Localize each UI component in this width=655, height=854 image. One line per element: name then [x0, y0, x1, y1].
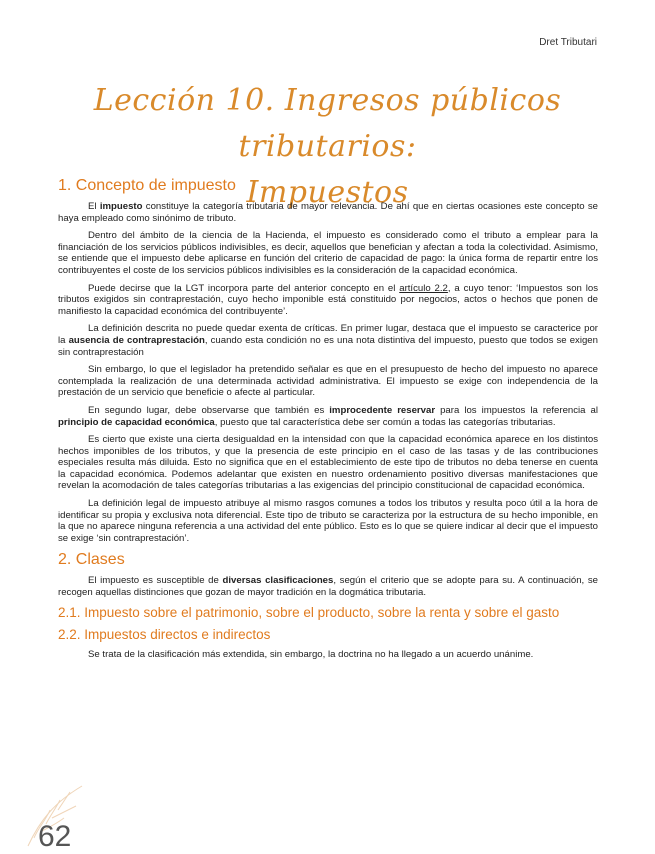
paragraph: Se trata de la clasificación más extendida, sin embargo, la doctrina no ha llegado a un acuerdo unánime. [88, 648, 534, 660]
subsection-heading-2-1: 2.1. Impuesto sobre el patrimonio, sobre el producto, sobre la renta y sobre el gasto [58, 604, 560, 620]
paragraph: En segundo lugar, debe observarse que también es improcedente reservar para los impuestos la referencia al principio de capacidad económica, puesto que tal característica debe ser común a todas las categorías tributarias. [58, 404, 598, 428]
paragraph: Es cierto que existe una cierta desigualdad en la intensidad con que la capacidad económica aparece en los distintos hechos imponibles de los tributos, y que la presencia de este principio en el caso de las tasas y de las contribuciones especiales resulta más diluida. Esto no significa que en el establecimiento de este tipo de tributos no deba tenerse en cuenta la capacidad económica. Podemos adelantar que existen en nuestro ordenamiento positivo diversas manifestaciones que revelan la acomodación de tales categorías tributarias a las exigencias del principio constitucional de capacidad económica. [58, 434, 598, 492]
paragraph: Dentro del ámbito de la ciencia de la Hacienda, el impuesto es considerado como el tributo a emplear para la financiación de los servicios públicos indivisibles, es decir, aquellos que benefician y afectan a toda la colectividad. Asimismo, se entiende que el impuesto debe aplicarse en función del criterio de capacidad de pago: la única forma de repartir entre los contribuyentes el coste de los servicios públicos indivisibles es la consideración de la capacidad económica. [58, 230, 598, 276]
running-header: Dret Tributari [539, 37, 597, 48]
section-heading-concepto: 1. Concepto de impuesto [58, 177, 236, 194]
paragraph: Puede decirse que la LGT incorpora parte del anterior concepto en el artículo 2.2, a cuyo tenor: ‘Impuestos son los tributos exigidos sin contraprestación, cuyo hecho imponible está constituido por negocios, actos o hechos que ponen de manifiesto la capacidad económica del contribuyente’. [58, 282, 598, 317]
page-number: 62 [38, 820, 72, 853]
paragraph: La definición legal de impuesto atribuye al mismo rasgos comunes a todos los tributos y resulta poco útil a la hora de identificar su propia y exclusiva nota diferencial. Este tipo de tributo se caracteriza por la estructura de su hecho imponible, en la que no aparece ninguna referencia a una actividad del ente público. Esto es lo que se quiere indicar al decir que el impuesto se exige ‘sin contraprestación’. [58, 498, 598, 544]
subsection-heading-2-2: 2.2. Impuestos directos e indirectos [58, 626, 271, 642]
paragraph: El impuesto constituye la categoría tributaria de mayor relevancia. De ahí que en ciertas ocasiones este concepto se haya empleado como sinónimo de tributo. [58, 201, 599, 224]
lesson-title-line1: Lección 10. Ingresos públicos tributarios: [93, 83, 562, 164]
article-link[interactable]: artículo 2.2 [399, 282, 448, 294]
paragraph: El impuesto es susceptible de diversas clasificaciones, según el criterio que se adopte para su. A continuación, se recogen aquellas distinciones que gozan de mayor tradición en la dogmática tributaria. [58, 575, 599, 599]
lesson-title-line2: Impuestos [246, 175, 409, 210]
paragraph: La definición descrita no puede quedar exenta de críticas. En primer lugar, destaca que el impuesto se caracterice por la ausencia de contraprestación, cuando esta condición no es una nota distintiva del impuesto, puesto que todos se exigen sin contraprestación [58, 323, 598, 358]
document-body [58, 176, 598, 666]
paragraph: Sin embargo, lo que el legislador ha pretendido señalar es que en el presupuesto de hecho del impuesto no aparece contemplada la realización de una determinada actividad administrativa. El impuesto se exige con independencia de la prestación de un servicio que beneficie o afecte al particular. [58, 364, 598, 399]
section-heading-clases: 2. Clases [58, 551, 125, 569]
